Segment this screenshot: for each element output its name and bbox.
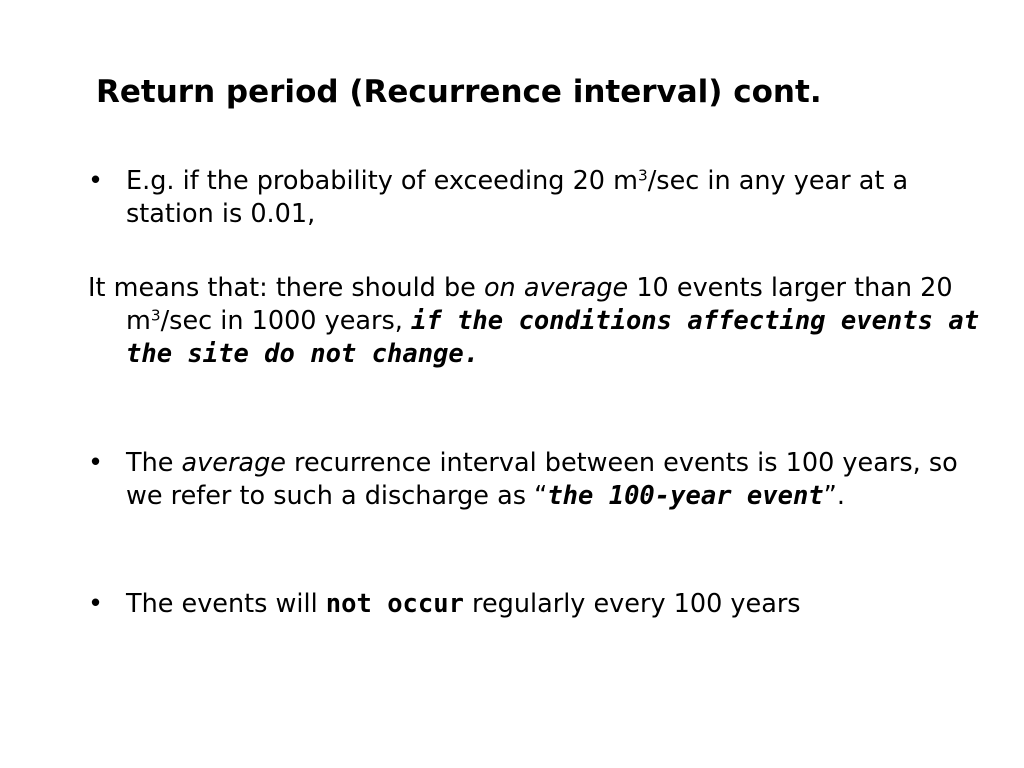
hundred-year-event-emphasis: the 100-year event [547, 481, 824, 511]
bullet-icon: • [88, 589, 104, 619]
bullet-text: /sec in any year at a station is 0.01, [126, 166, 909, 229]
bullet-text: recurrence interval between events is 100 years, so we refer to such a discharge as [126, 448, 958, 511]
bullet-icon: • [88, 448, 104, 478]
not-occur-emphasis: not occur [325, 589, 464, 619]
paragraph-text: It means that: there should be [88, 273, 484, 303]
bullet-text: regularly every 100 years [463, 589, 801, 619]
bullet-item-probability [88, 165, 968, 231]
paragraph-text: 10 events larger than 20 m [126, 273, 953, 336]
conditions-emphasis: if the conditions affecting events at the site do not change. [126, 306, 980, 369]
superscript: 3 [150, 306, 161, 325]
open-quote: “ [534, 481, 548, 511]
paragraph-it-means [88, 272, 1006, 371]
superscript: 3 [637, 166, 648, 185]
emphasis-text: on average [483, 273, 629, 303]
bullet-item-not-regular [88, 588, 968, 621]
paragraph-text: /sec in 1000 years, [160, 306, 412, 336]
bullet-text: E.g. if the probability of exceeding 20 m [126, 166, 638, 196]
emphasis-text: average [181, 448, 286, 478]
bullet-icon: • [88, 166, 104, 196]
bullet-text: The [126, 448, 182, 478]
bullet-item-average-interval [88, 447, 968, 513]
slide-title: Return period (Recurrence interval) cont. [96, 74, 822, 110]
bullet-text: The events will [126, 589, 326, 619]
close-quote: ”. [823, 481, 845, 511]
